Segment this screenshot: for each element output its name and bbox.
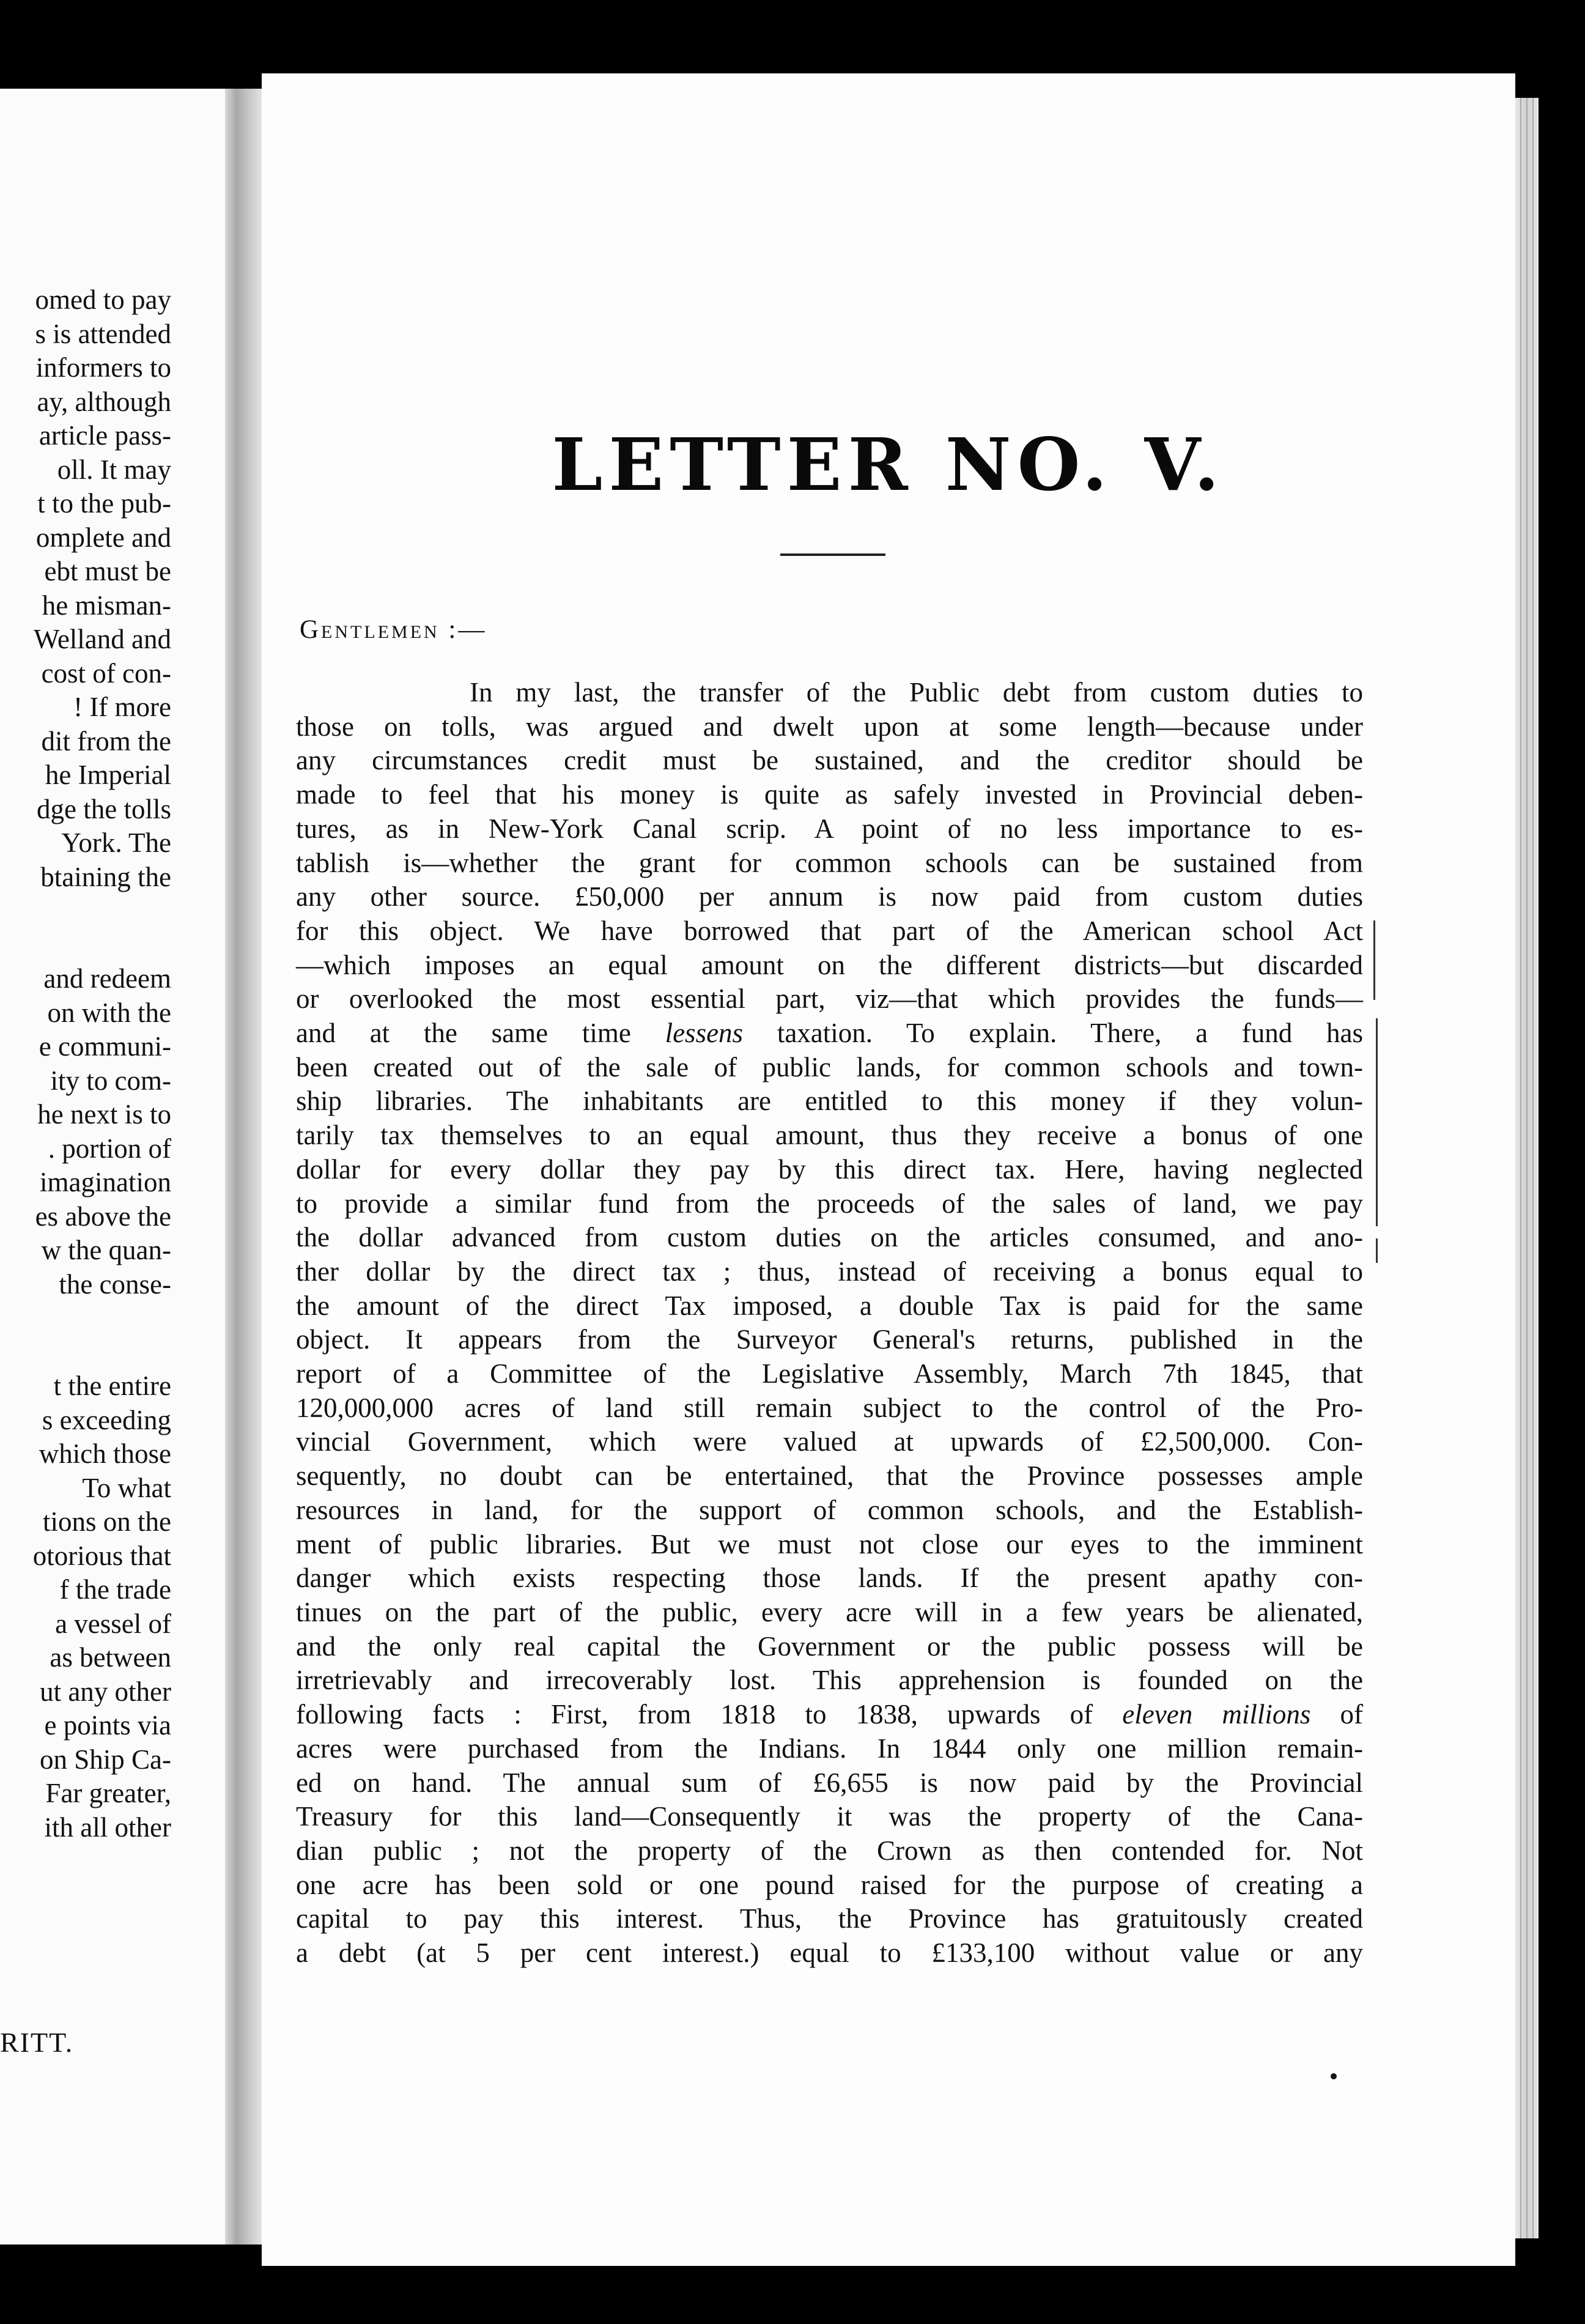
letter-line: tures, as in New-York Canal scrip. A point of no less importance to es- xyxy=(296,813,1363,844)
letter-line: for this object. We have borrowed that part of the American school Act xyxy=(296,915,1363,946)
title-rule xyxy=(780,553,885,556)
left-page-line: Welland and xyxy=(33,624,171,654)
letter-line: and at the same time lessens taxation. To explain. There, a fund has xyxy=(296,1018,1363,1049)
letter-line: report of a Committee of the Legislative Assembly, March 7th 1845, that xyxy=(296,1358,1363,1390)
letter-body xyxy=(296,676,1363,1971)
left-page-line: dit from the xyxy=(41,725,171,757)
left-page-line: article pass- xyxy=(39,420,171,451)
left-page-line: on with the xyxy=(47,997,171,1028)
book-gutter xyxy=(225,89,263,2244)
letter-line: tarily tax themselves to an equal amount, thus they receive a bonus of one xyxy=(296,1120,1363,1151)
letter-line: the dollar advanced from custom duties on the articles consumed, and ano- xyxy=(296,1222,1363,1253)
left-page-line: es above the xyxy=(35,1201,171,1232)
margin-mark xyxy=(1373,920,1375,1000)
letter-line: one acre has been sold or one pound raised for the purpose of creating a xyxy=(296,1869,1363,1900)
letter-line: tablish is—whether the grant for common schools can be sustained from xyxy=(296,847,1363,878)
letter-line: following facts : First, from 1818 to 1838, upwards of eleven millions of xyxy=(296,1699,1363,1730)
letter-line: those on tolls, was argued and dwelt upon at some length—because under xyxy=(296,711,1363,742)
left-page-column xyxy=(0,283,171,1845)
page-stack-edge xyxy=(1515,98,1539,2238)
letter-line: ment of public libraries. But we must not close our eyes to the imminent xyxy=(296,1528,1363,1560)
left-page-line: he Imperial xyxy=(45,760,171,790)
letter-line: to provide a similar fund from the proceeds of the sales of land, we pay xyxy=(296,1188,1363,1219)
left-page-line: btaining the xyxy=(40,861,171,892)
left-page-line: f the trade xyxy=(59,1574,171,1605)
left-page-line: which those xyxy=(39,1438,171,1469)
letter-line: dian public ; not the property of the Crown as then contended for. Not xyxy=(296,1835,1363,1866)
left-page-line: ay, although xyxy=(37,386,171,417)
left-page-line: s is attended xyxy=(35,318,171,349)
left-page-line: otorious that xyxy=(32,1540,171,1571)
letter-line: tinues on the part of the public, every acre will in a few years be alienated, xyxy=(296,1596,1363,1627)
margin-mark xyxy=(1376,1238,1378,1263)
letter-line: any other source. £50,000 per annum is now paid from custom duties xyxy=(296,881,1363,912)
right-page xyxy=(262,73,1515,2266)
left-page-line: ity to com- xyxy=(50,1065,171,1096)
letter-title: LETTER NO. V. xyxy=(552,422,1225,507)
left-page-line: on Ship Ca- xyxy=(39,1744,171,1775)
margin-mark xyxy=(1376,1018,1378,1226)
left-page-line: dge the tolls xyxy=(37,793,171,824)
letter-line: capital to pay this interest. Thus, the Province has gratuitously created xyxy=(296,1903,1363,1934)
left-page-line: a vessel of xyxy=(55,1608,171,1639)
letter-line: 120,000,000 acres of land still remain subject to the control of the Pro- xyxy=(296,1392,1363,1423)
salutation: Gentlemen :— xyxy=(300,615,487,644)
letter-line: sequently, no doubt can be entertained, that the Province possesses ample xyxy=(296,1460,1363,1492)
left-page-line: omed to pay xyxy=(35,284,171,315)
left-page-line: t to the pub- xyxy=(37,488,171,519)
left-page-line: oll. It may xyxy=(57,454,171,485)
letter-line: any circumstances credit must be sustained, and the creditor should be xyxy=(296,745,1363,776)
left-page-line: ! If more xyxy=(73,692,171,722)
letter-line: ed on hand. The annual sum of £6,655 is now paid by the Provincial xyxy=(296,1767,1363,1798)
letter-line: object. It appears from the Surveyor General's returns, published in the xyxy=(296,1324,1363,1355)
letter-line: made to feel that his money is quite as safely invested in Provincial deben- xyxy=(296,779,1363,810)
left-page-line: informers to xyxy=(35,352,171,383)
letter-line: and the only real capital the Government or the public possess will be xyxy=(296,1630,1363,1662)
left-page-line: as between xyxy=(50,1642,171,1673)
letter-line: a debt (at 5 per cent interest.) equal to £133,100 without value or any xyxy=(296,1937,1363,1969)
letter-line: vincial Government, which were valued at upwards of £2,500,000. Con- xyxy=(296,1426,1363,1457)
letter-line: the amount of the direct Tax imposed, a double Tax is paid for the same xyxy=(296,1290,1363,1321)
left-page-signature: RITT. xyxy=(0,2027,74,2058)
letter-line: resources in land, for the support of common schools, and the Establish- xyxy=(296,1494,1363,1525)
left-page-line: To what xyxy=(82,1472,171,1503)
letter-line: ther dollar by the direct tax ; thus, instead of receiving a bonus equal to xyxy=(296,1256,1363,1287)
letter-line: ship libraries. The inhabitants are entitled to this money if they volun- xyxy=(296,1086,1363,1117)
left-page-line: cost of con- xyxy=(41,657,171,689)
left-page-line: ut any other xyxy=(40,1676,171,1707)
letter-line: danger which exists respecting those lands. If the present apathy con- xyxy=(296,1563,1363,1594)
left-facing-page xyxy=(0,89,227,2244)
left-page-line: York. The xyxy=(61,827,171,858)
left-page-line: s exceeding xyxy=(42,1404,171,1435)
letter-line: In my last, the transfer of the Public debt from custom duties to xyxy=(470,677,1363,708)
ink-dot xyxy=(1331,2073,1337,2079)
letter-line: Treasury for this land—Consequently it was the property of the Cana- xyxy=(296,1801,1363,1832)
letter-line: dollar for every dollar they pay by this direct tax. Here, having neglected xyxy=(296,1153,1363,1185)
left-page-line: imagination xyxy=(40,1167,171,1197)
left-page-line: t the entire xyxy=(53,1371,171,1401)
left-page-line: ith all other xyxy=(44,1811,171,1843)
left-page-line: Far greater, xyxy=(45,1778,171,1808)
left-page-line: he next is to xyxy=(37,1099,171,1130)
left-page-line: e points via xyxy=(44,1710,171,1741)
left-page-line: . portion of xyxy=(48,1133,171,1164)
left-page-line: omplete and xyxy=(35,522,171,553)
left-page-line: tions on the xyxy=(43,1506,171,1537)
letter-line: acres were purchased from the Indians. In 1844 only one million remain- xyxy=(296,1733,1363,1764)
letter-line: been created out of the sale of public lands, for common schools and town- xyxy=(296,1051,1363,1082)
left-page-line: e communi- xyxy=(39,1031,171,1062)
left-page-line: w the quan- xyxy=(41,1235,171,1265)
left-page-line: and redeem xyxy=(43,963,171,994)
left-page-line: he misman- xyxy=(42,590,171,621)
letter-line: or overlooked the most essential part, viz—that which provides the funds— xyxy=(296,983,1363,1015)
letter-line: —which imposes an equal amount on the different districts—but discarded xyxy=(296,949,1363,980)
left-page-line: the conse- xyxy=(59,1268,171,1300)
left-page-line: ebt must be xyxy=(44,556,171,587)
letter-line: irretrievably and irrecoverably lost. This apprehension is founded on the xyxy=(296,1665,1363,1696)
